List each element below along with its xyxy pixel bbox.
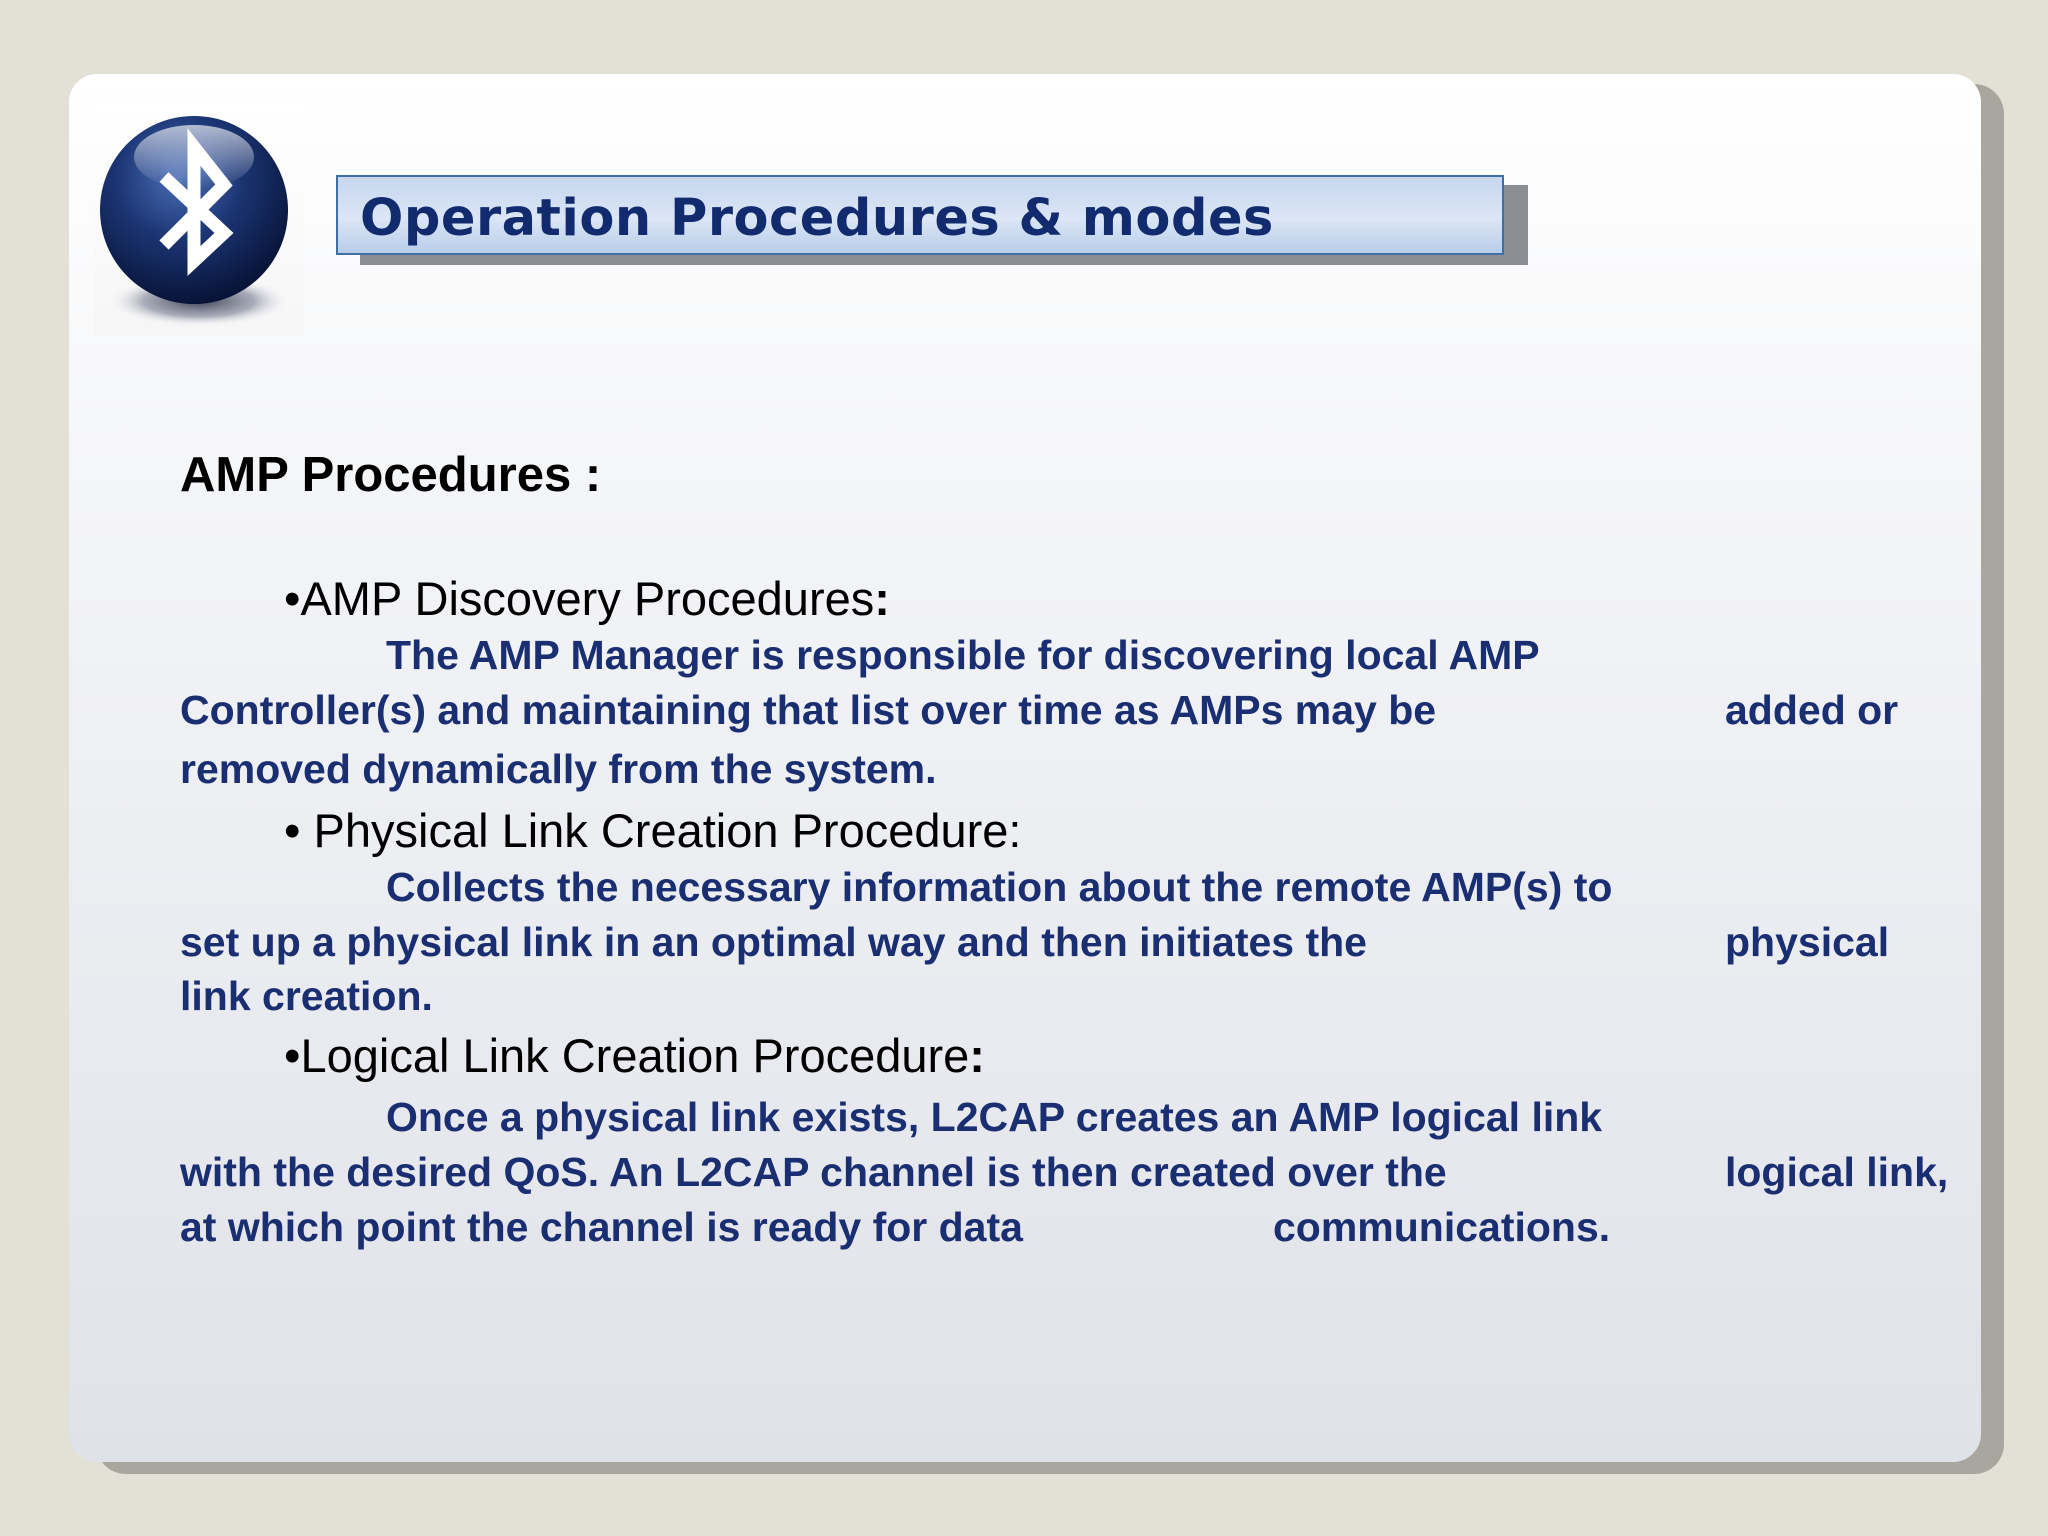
body-line: set up a physical link in an optimal way and then initiates the	[180, 919, 1367, 965]
bluetooth-icon	[94, 105, 304, 335]
body-line: removed dynamically from the system.	[180, 746, 937, 792]
body-line: communications.	[1273, 1204, 1611, 1250]
body-line: Once a physical link exists, L2CAP creates an AMP logical link	[386, 1094, 1603, 1140]
bluetooth-logo	[94, 105, 304, 335]
body-line: Controller(s) and maintaining that list over time as AMPs may be	[180, 687, 1437, 733]
bullet-logical-link: •Logical Link Creation Procedure:	[284, 1029, 985, 1082]
body-line: Collects the necessary information about the remote AMP(s) to	[386, 864, 1613, 910]
body-line: with the desired QoS. An L2CAP channel is then created over the	[180, 1149, 1447, 1195]
section-heading: AMP Procedures :	[180, 448, 602, 502]
body-line: added or	[1725, 687, 1899, 733]
bullet-physical-link: • Physical Link Creation Procedure:	[284, 804, 1022, 857]
bullet-amp-discovery: •AMP Discovery Procedures:	[284, 572, 890, 625]
slide	[69, 74, 1981, 1462]
body-line: physical	[1725, 919, 1890, 965]
body-line: logical link,	[1725, 1149, 1949, 1195]
title-banner	[336, 175, 1504, 255]
body-line: at which point the channel is ready for data	[180, 1204, 1023, 1250]
body-line: link creation.	[180, 973, 433, 1019]
slide-title: Operation Procedures & modes	[360, 189, 1274, 248]
body-line: The AMP Manager is responsible for discovering local AMP	[386, 632, 1540, 678]
